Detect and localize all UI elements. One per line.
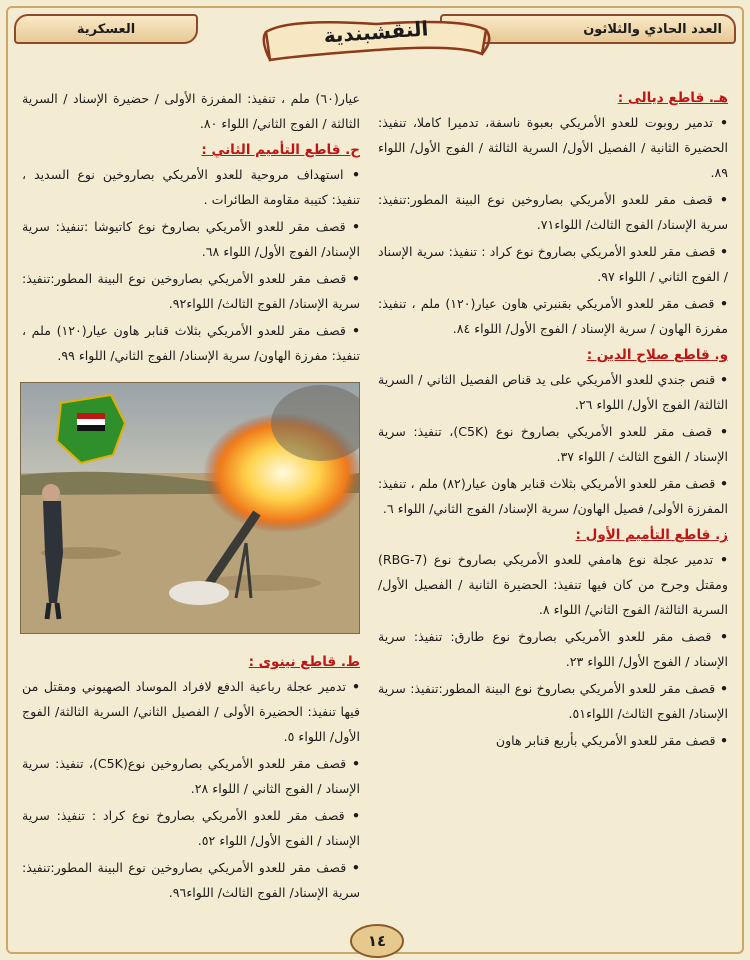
section-title-tamim-1: ز. قاطع التأميم الأول : <box>575 527 728 543</box>
list-item: • قنص جندي للعدو الأمريكي على يد قناص الفصيل الثاني / السرية الثالثة/ الفوج الأول/ اللواء ٢٦. <box>378 367 728 417</box>
list-item: • تدمير روبوت للعدو الأمريكي بعبوة ناسفة، تدميرا كاملا، تنفيذ: الحضيرة الثانية / الفصيل الأول/ السرية الثالثة / الفوج الأول/ اللواء ٨٩. <box>378 110 728 185</box>
list-item: • قصف مقر للعدو الأمريكي بصاروخ نوع طارق: تنفيذ: سرية الإسناد / الفوج الأول/ اللواء ٢٣. <box>378 624 728 674</box>
section-banner <box>14 14 198 44</box>
list-item: • قصف مقر للعدو الأمريكي بصاروخين نوع البينة المطور:تنفيذ: سرية الإسناد/ الفوج الثالث/ اللواء٩٢. <box>22 266 360 316</box>
list-item: • قصف مقر للعدو الأمريكي بصاروخ نوع كراد : تنفيذ: سرية الإسناد / الفوج الأول/ اللواء ٥٢. <box>22 803 360 853</box>
list-item: • تدمير عجلة رباعية الدفع لافراد الموساد الصهيوني ومقتل من فيها تنفيذ: الحضيرة الأولى / الفصيل الثاني/ السرية الثالثة/ الفوج الأول/ اللواء ٥. <box>22 674 360 749</box>
list-item: • قصف مقر للعدو الأمريكي بأربع قنابر هاون <box>378 728 728 753</box>
issue-label: العدد الحادي والثلاثون <box>583 21 722 37</box>
section-label: العسكرية <box>76 21 136 37</box>
list-item: • قصف مقر للعدو الأمريكي بصاروخ نوع (C5K)، تنفيذ: سرية الإسناد / الفوج الثالث / اللواء ٣٧. <box>378 419 728 469</box>
list-item: • قصف مقر للعدو الأمريكي بصاروخين نوع البينة المطور:تنفيذ: سرية الإسناد/ الفوج الثالث/ اللواء٧١. <box>378 187 728 237</box>
header <box>0 0 750 78</box>
list-item: • قصف مقر للعدو الأمريكي بصاروخ نوع كراد : تنفيذ: سرية الإسناد / الفوج الثاني / اللواء ٩٧. <box>378 239 728 289</box>
list-item: • تدمير عجلة نوع هامفي للعدو الأمريكي بصاروخ نوع (RBG-7) ومقتل وجرح من كان فيها تنفيذ: الحضيرة الثانية / الفصيل الأول/ السرية الثالثة/ الفوج الثاني/ اللواء ٨. <box>378 547 728 622</box>
list-item: • قصف مقر للعدو الأمريكي بصاروخ نوع كاتيوشا :تنفيذ: سرية الإسناد/ الفوج الأول/ اللواء ٦٨. <box>22 214 360 264</box>
list-item: • قصف مقر للعدو الأمريكي بقنبرتي هاون عيار(١٢٠) ملم ، تنفيذ: مفرزة الهاون / سرية الإسناد / الفوج الأول/ اللواء ٨٤. <box>378 291 728 341</box>
section-title-diyala: هـ. قاطع ديالى : <box>617 90 728 106</box>
right-column <box>378 86 728 755</box>
list-item: • استهداف مروحية للعدو الأمريكي بصاروخين نوع السديد ، تنفيذ: كتيبة مقاومة الطائرات . <box>22 162 360 212</box>
continued-text: عيار(٦٠) ملم ، تنفيذ: المفرزة الأولى / حضيرة الإسناد / السرية الثالثة / الفوج الثاني/ اللواء ٨٠. <box>22 91 360 131</box>
magazine-scroll <box>258 10 494 66</box>
mortar-fire-illustration <box>21 383 359 633</box>
page-number: ١٤ <box>350 924 404 958</box>
left-column <box>22 86 360 907</box>
mortar-photo <box>20 382 360 634</box>
list-item: • قصف مقر للعدو الأمريكي بصاروخين نوع البينة المطور:تنفيذ: سرية الإسناد/ الفوج الثالث/ اللواء٩٦. <box>22 855 360 905</box>
list-item: • قصف مقر للعدو الأمريكي بثلاث قنابر هاون عيار(٨٢) ملم ، تنفيذ: المفرزة الأولى/ فصيل الهاون/ سرية الإسناد/ الفوج الثاني/ اللواء ٦. <box>378 471 728 521</box>
magazine-title: النقشبندية <box>322 16 430 48</box>
list-item: • قصف مقر للعدو الأمريكي بصاروخين نوع(C5K)، تنفيذ: سرية الإسناد / الفوج الثاني / اللواء ٢٨. <box>22 751 360 801</box>
section-title-nineveh: ط. قاطع نينوى : <box>248 654 360 670</box>
section-title-salahuddin: و. قاطع صلاح الدين : <box>586 347 728 363</box>
list-item: • قصف مقر للعدو الأمريكي بصاروخ نوع البينة المطور:تنفيذ: سرية الإسناد/ الفوج الثالث/ اللواء٥١. <box>378 676 728 726</box>
section-title-tamim-2: ح. قاطع التأميم الثاني : <box>201 142 360 158</box>
list-item: • قصف مقر للعدو الأمريكي بثلاث قنابر هاون عيار(١٢٠) ملم ، تنفيذ: مفرزة الهاون/ سرية الإسناد/ الفوج الثاني/ اللواء ٩٩. <box>22 318 360 368</box>
